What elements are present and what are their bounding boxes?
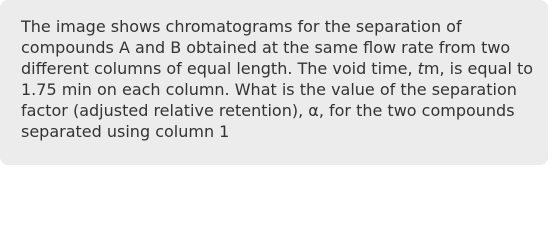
question-line-5: factor (adjusted relative retention), α, for the two compounds [21,101,515,120]
question-line-4: 1.75 min on each column. What is the value of the separation [21,80,517,99]
question-line-3-suffix: , is equal to [439,59,534,78]
question-line-1: The image shows chromatograms for the separation of [21,17,462,36]
question-text [21,16,534,142]
question-line-6: separated using column 1 [21,122,230,141]
question-line-3-text: different columns of equal length. The void time, [21,59,418,78]
void-time-symbol: t [417,59,424,78]
void-time-subscript: m [423,59,440,78]
question-line-2: compounds A and B obtained at the same flow rate from two [21,38,511,57]
question-line-3 [21,58,534,79]
